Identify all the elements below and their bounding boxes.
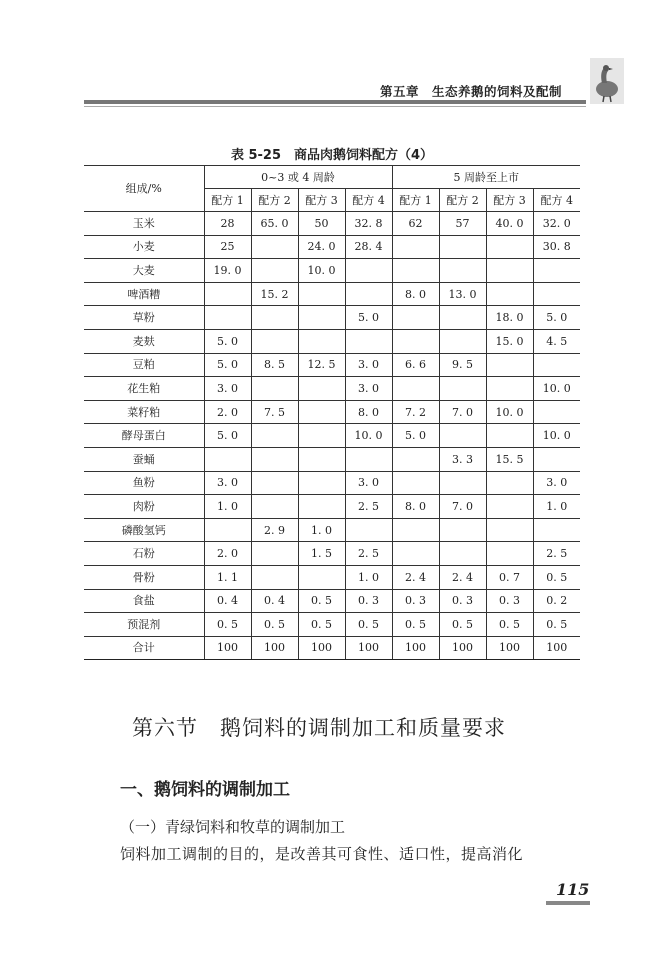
- table-cell: 15. 5: [486, 447, 533, 471]
- table-row: [84, 495, 580, 519]
- table-cell: 7. 5: [251, 400, 298, 424]
- table-cell: [439, 259, 486, 283]
- table-cell: [345, 329, 392, 353]
- table-cell: 40. 0: [486, 212, 533, 236]
- table-cell: [298, 282, 345, 306]
- table-cell: 3. 3: [439, 447, 486, 471]
- table-cell: [392, 542, 439, 566]
- table-cell: 7. 0: [439, 400, 486, 424]
- table-cell: 0. 3: [486, 589, 533, 613]
- table-cell: 5. 0: [392, 424, 439, 448]
- table-cell: [251, 235, 298, 259]
- page-number: 115: [556, 880, 590, 899]
- table-cell: 5. 0: [204, 329, 251, 353]
- table-cell: [251, 471, 298, 495]
- table-row: [84, 447, 580, 471]
- table-cell: 2. 0: [204, 542, 251, 566]
- table-cell: 3. 0: [533, 471, 580, 495]
- table-cell: [345, 518, 392, 542]
- table-cell: 2. 4: [439, 565, 486, 589]
- table-cell: [392, 447, 439, 471]
- table-cell: [251, 542, 298, 566]
- table-cell: 2. 4: [392, 565, 439, 589]
- table-cell: [298, 447, 345, 471]
- row-header: 组成/%: [84, 166, 204, 212]
- table-cell: 10. 0: [533, 377, 580, 401]
- table-cell: 0. 5: [204, 613, 251, 637]
- table-cell: 2. 0: [204, 400, 251, 424]
- table-cell: 5. 0: [204, 424, 251, 448]
- table-cell: 1. 0: [204, 495, 251, 519]
- ingredient-name: 石粉: [84, 542, 204, 566]
- table-cell: [486, 377, 533, 401]
- table-cell: 57: [439, 212, 486, 236]
- table-caption: 表 5-25 商品肉鹅饲料配方（4）: [230, 148, 434, 163]
- table-cell: 0. 4: [204, 589, 251, 613]
- table-cell: 3. 0: [345, 471, 392, 495]
- table-cell: 100: [392, 636, 439, 660]
- table-cell: 25: [204, 235, 251, 259]
- table-row: [84, 235, 580, 259]
- table-cell: [298, 377, 345, 401]
- ingredient-name: 大麦: [84, 259, 204, 283]
- table-cell: [533, 518, 580, 542]
- table-cell: 0. 7: [486, 565, 533, 589]
- table-cell: [298, 424, 345, 448]
- table-cell: [251, 424, 298, 448]
- table-cell: [204, 518, 251, 542]
- table-cell: 28. 4: [345, 235, 392, 259]
- table-row: [84, 377, 580, 401]
- table-cell: 2. 5: [345, 542, 392, 566]
- table-cell: [439, 471, 486, 495]
- table-cell: 3. 0: [345, 377, 392, 401]
- table-row: [84, 542, 580, 566]
- subsubsection-title: （一）青绿饲料和牧草的调制加工: [120, 818, 346, 836]
- table-row: [84, 259, 580, 283]
- table-cell: 0. 5: [298, 613, 345, 637]
- table-row: [84, 636, 580, 660]
- table-cell: [392, 235, 439, 259]
- table-cell: [486, 518, 533, 542]
- column-header: 配方 1: [392, 189, 439, 212]
- table-cell: [345, 259, 392, 283]
- table-cell: [533, 353, 580, 377]
- table-row: [84, 613, 580, 637]
- table-cell: 100: [251, 636, 298, 660]
- table-cell: 13. 0: [439, 282, 486, 306]
- table-row: [84, 424, 580, 448]
- table-cell: 10. 0: [533, 424, 580, 448]
- table-row: [84, 565, 580, 589]
- table-cell: 15. 0: [486, 329, 533, 353]
- table-cell: [439, 542, 486, 566]
- body-paragraph: 饲料加工调制的目的，是改善其可食性、适口性，提高消化: [120, 845, 524, 863]
- table-cell: [392, 377, 439, 401]
- column-header: 配方 4: [345, 189, 392, 212]
- table-row: [84, 589, 580, 613]
- table-cell: [533, 400, 580, 424]
- table-cell: 0. 5: [298, 589, 345, 613]
- table-row: [84, 471, 580, 495]
- table-cell: [345, 447, 392, 471]
- table-cell: [298, 400, 345, 424]
- table-cell: [439, 518, 486, 542]
- table-cell: 100: [298, 636, 345, 660]
- table-cell: 6. 6: [392, 353, 439, 377]
- ingredient-name: 蚕蛹: [84, 447, 204, 471]
- column-header: 配方 2: [439, 189, 486, 212]
- table-cell: 15. 2: [251, 282, 298, 306]
- subsection-title: 一、鹅饲料的调制加工: [120, 780, 290, 800]
- table-cell: [251, 377, 298, 401]
- table-cell: 50: [298, 212, 345, 236]
- table-cell: 0. 5: [439, 613, 486, 637]
- table-row: [84, 518, 580, 542]
- table-cell: 100: [533, 636, 580, 660]
- feed-formula-table: [84, 165, 580, 660]
- ingredient-name: 磷酸氢钙: [84, 518, 204, 542]
- table-cell: [204, 306, 251, 330]
- table-cell: 5. 0: [533, 306, 580, 330]
- table-cell: 3. 0: [345, 353, 392, 377]
- table-cell: 10. 0: [486, 400, 533, 424]
- table-cell: 24. 0: [298, 235, 345, 259]
- table-cell: [298, 495, 345, 519]
- table-cell: [486, 471, 533, 495]
- table-cell: 9. 5: [439, 353, 486, 377]
- table-cell: 0. 3: [345, 589, 392, 613]
- table-cell: 1. 0: [345, 565, 392, 589]
- table-cell: [486, 282, 533, 306]
- table-cell: [439, 235, 486, 259]
- ingredient-name: 骨粉: [84, 565, 204, 589]
- table-cell: [486, 353, 533, 377]
- table-cell: 2. 5: [533, 542, 580, 566]
- table-cell: [533, 447, 580, 471]
- footer-rule: [546, 901, 590, 905]
- ingredient-name: 麦麸: [84, 329, 204, 353]
- group-header: 0~3 或 4 周龄: [204, 166, 392, 189]
- ingredient-name: 豆粕: [84, 353, 204, 377]
- column-header: 配方 4: [533, 189, 580, 212]
- table-cell: [251, 306, 298, 330]
- ingredient-name: 草粉: [84, 306, 204, 330]
- table-cell: 100: [439, 636, 486, 660]
- table-cell: 8. 0: [345, 400, 392, 424]
- table-cell: 4. 5: [533, 329, 580, 353]
- ingredient-name: 花生粕: [84, 377, 204, 401]
- table-cell: 7. 0: [439, 495, 486, 519]
- table-cell: 65. 0: [251, 212, 298, 236]
- table-cell: 0. 5: [251, 613, 298, 637]
- table-cell: [486, 542, 533, 566]
- group-header: 5 周龄至上市: [392, 166, 580, 189]
- column-header: 配方 3: [486, 189, 533, 212]
- table-cell: [298, 565, 345, 589]
- table-cell: [392, 259, 439, 283]
- table-cell: 0. 5: [533, 613, 580, 637]
- ingredient-name: 小麦: [84, 235, 204, 259]
- table-cell: 0. 5: [486, 613, 533, 637]
- table-cell: 19. 0: [204, 259, 251, 283]
- table-cell: [251, 565, 298, 589]
- table-cell: 3. 0: [204, 377, 251, 401]
- table-cell: 2. 5: [345, 495, 392, 519]
- table-cell: 0. 5: [345, 613, 392, 637]
- ingredient-name: 预混剂: [84, 613, 204, 637]
- table-row: [84, 282, 580, 306]
- table-cell: 32. 0: [533, 212, 580, 236]
- table-cell: [298, 306, 345, 330]
- ingredient-name: 玉米: [84, 212, 204, 236]
- column-header: 配方 2: [251, 189, 298, 212]
- table-cell: [251, 447, 298, 471]
- table-cell: 28: [204, 212, 251, 236]
- table-cell: 1. 0: [298, 518, 345, 542]
- table-cell: [533, 259, 580, 283]
- header-rule-thin: [84, 106, 586, 107]
- table-cell: 0. 3: [439, 589, 486, 613]
- table-cell: 1. 0: [533, 495, 580, 519]
- table-cell: [298, 329, 345, 353]
- table-cell: [439, 329, 486, 353]
- ingredient-name: 鱼粉: [84, 471, 204, 495]
- table-cell: 7. 2: [392, 400, 439, 424]
- table-cell: [204, 447, 251, 471]
- table-cell: 12. 5: [298, 353, 345, 377]
- column-header: 配方 1: [204, 189, 251, 212]
- table-cell: [486, 235, 533, 259]
- chapter-header: 第五章 生态养鹅的饲料及配制: [380, 84, 563, 99]
- table-cell: 0. 5: [392, 613, 439, 637]
- table-cell: 100: [204, 636, 251, 660]
- table-cell: [486, 259, 533, 283]
- ingredient-name: 啤酒糟: [84, 282, 204, 306]
- table-row: [84, 306, 580, 330]
- column-header: 配方 3: [298, 189, 345, 212]
- ingredient-name: 肉粉: [84, 495, 204, 519]
- table-cell: 2. 9: [251, 518, 298, 542]
- section-title: 第六节 鹅饲料的调制加工和质量要求: [132, 716, 506, 740]
- table-cell: [392, 471, 439, 495]
- table-cell: [486, 424, 533, 448]
- table-cell: 5. 0: [345, 306, 392, 330]
- table-cell: [204, 282, 251, 306]
- table-cell: [345, 282, 392, 306]
- table-cell: 0. 5: [533, 565, 580, 589]
- table-cell: 100: [486, 636, 533, 660]
- table-cell: [439, 377, 486, 401]
- table-cell: 8. 5: [251, 353, 298, 377]
- table-cell: 0. 4: [251, 589, 298, 613]
- table-row: [84, 353, 580, 377]
- table-cell: 5. 0: [204, 353, 251, 377]
- table-cell: [392, 518, 439, 542]
- table-cell: 0. 2: [533, 589, 580, 613]
- table-cell: 10. 0: [345, 424, 392, 448]
- ingredient-name: 合计: [84, 636, 204, 660]
- table-cell: [298, 471, 345, 495]
- table-cell: [439, 424, 486, 448]
- table-cell: [392, 306, 439, 330]
- table-cell: 100: [345, 636, 392, 660]
- table-row: [84, 400, 580, 424]
- table-cell: 0. 3: [392, 589, 439, 613]
- table-cell: 1. 1: [204, 565, 251, 589]
- table-cell: [439, 306, 486, 330]
- table-row: [84, 329, 580, 353]
- table-cell: [251, 329, 298, 353]
- table-cell: [251, 259, 298, 283]
- table-cell: [486, 495, 533, 519]
- table-cell: 8. 0: [392, 282, 439, 306]
- table-cell: 30. 8: [533, 235, 580, 259]
- ingredient-name: 菜籽粕: [84, 400, 204, 424]
- goose-icon: [590, 58, 624, 104]
- table-cell: [392, 329, 439, 353]
- table-cell: 18. 0: [486, 306, 533, 330]
- table-cell: 10. 0: [298, 259, 345, 283]
- table-cell: [533, 282, 580, 306]
- table-cell: 62: [392, 212, 439, 236]
- ingredient-name: 食盐: [84, 589, 204, 613]
- table-cell: 3. 0: [204, 471, 251, 495]
- table-cell: 8. 0: [392, 495, 439, 519]
- header-rule: [84, 100, 586, 104]
- table-cell: 32. 8: [345, 212, 392, 236]
- table-cell: [251, 495, 298, 519]
- table-row: [84, 212, 580, 236]
- table-cell: 1. 5: [298, 542, 345, 566]
- ingredient-name: 酵母蛋白: [84, 424, 204, 448]
